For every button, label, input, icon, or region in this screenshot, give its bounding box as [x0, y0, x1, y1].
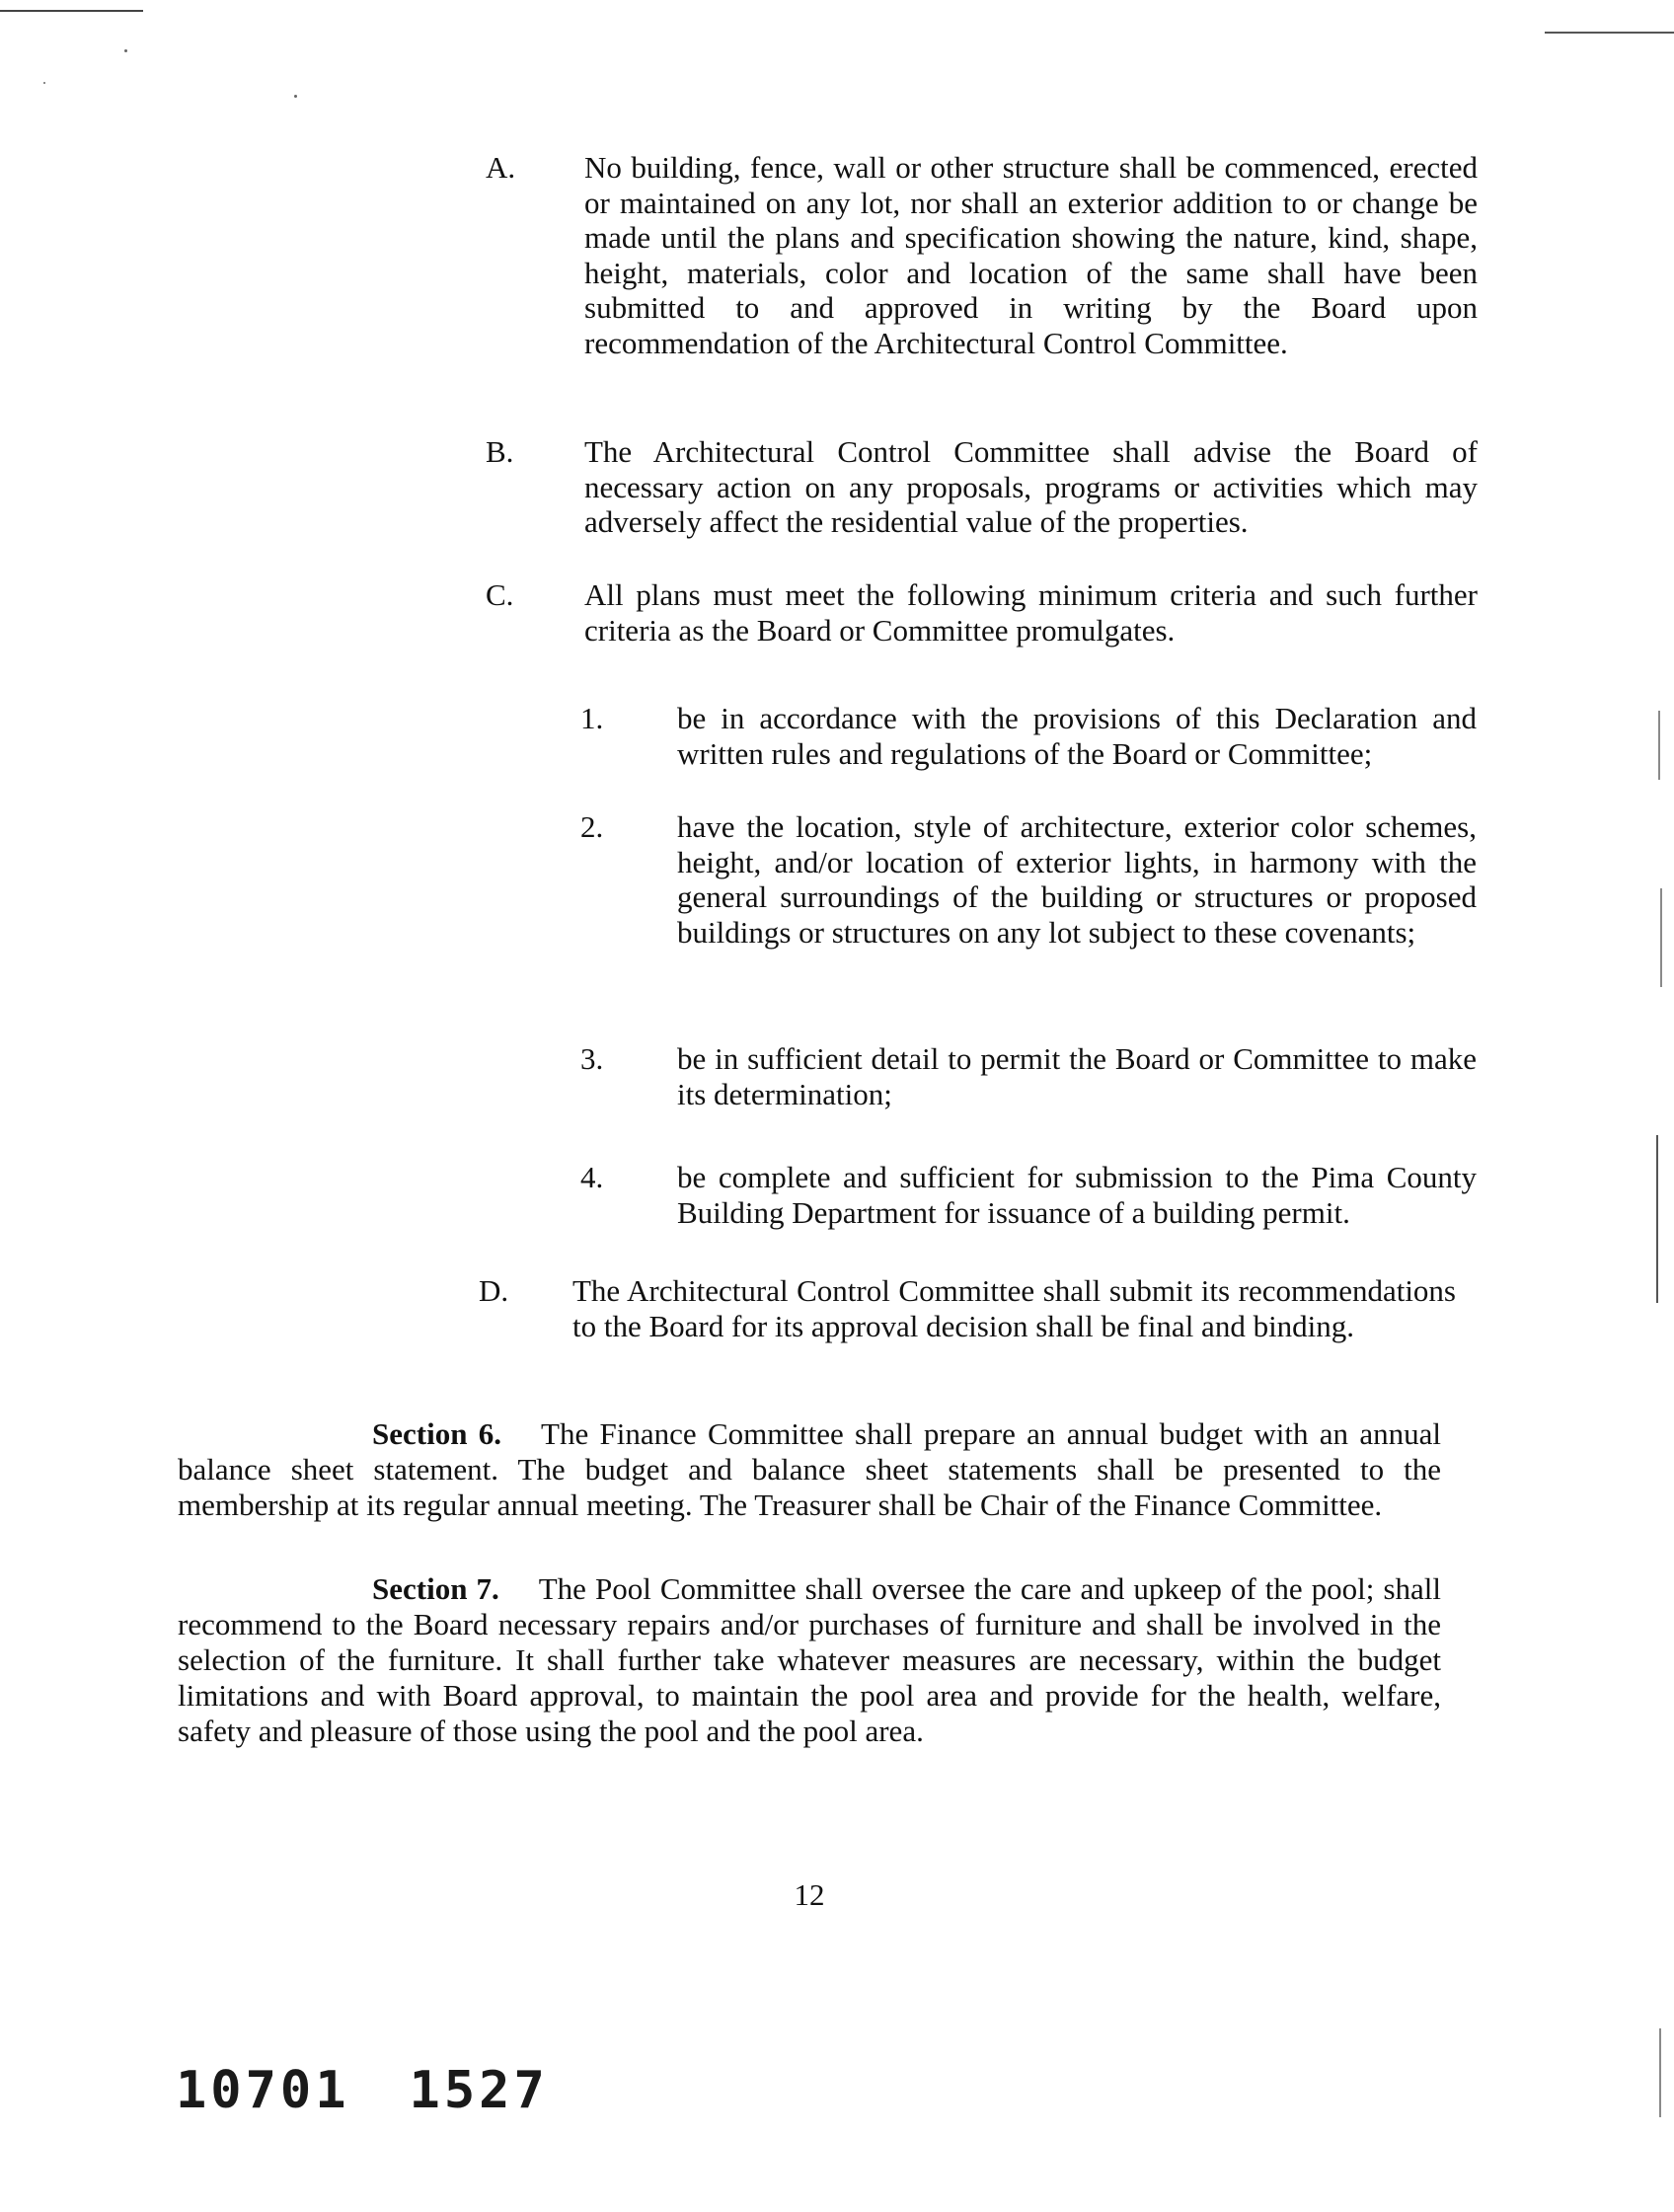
section-text: The Pool Committee shall oversee the care and upkeep of the pool; shall recommend to the Board necessary repairs and/or purchases of furniture and shall be involved in the selection of the furniture. It shall further take whatever measures are necessary, within the budget limitations and with Board approval, to maintain the pool area and provide for the health, welfare, safety and pleasure of those using the pool and the pool area.: [178, 1571, 1441, 1748]
criteria-text: be complete and sufficient for submission to the Pima County Building Department for issuance of a building permit.: [677, 1160, 1477, 1230]
scan-edge-line-top-left: [0, 10, 143, 12]
item-marker: C.: [486, 577, 514, 612]
criteria-marker: 1.: [580, 701, 604, 735]
item-text: All plans must meet the following minimum criteria and such further criteria as the Board or Committee promulgates.: [584, 577, 1478, 648]
page-number: 12: [794, 1877, 825, 1912]
scan-edge-mark: [1659, 2028, 1661, 2117]
item-marker: D.: [479, 1273, 509, 1308]
criteria-text: be in accordance with the provisions of this Declaration and written rules and regulations of the Board or Committee;: [677, 701, 1477, 771]
item-text: The Architectural Control Committee shall advise the Board of necessary action on any proposals, programs or activities which may adversely affect the residential value of the properties.: [584, 434, 1478, 539]
criteria-marker: 2.: [580, 809, 604, 844]
scan-speck: [43, 82, 45, 84]
scan-speck: [294, 95, 297, 98]
section-heading: Section 6.: [372, 1416, 502, 1451]
scan-edge-mark: [1660, 888, 1662, 987]
scan-edge-mark: [1656, 1135, 1658, 1303]
criteria-marker: 3.: [580, 1041, 604, 1076]
section-heading: Section 7.: [372, 1571, 499, 1606]
recording-stamp: [176, 2061, 549, 2120]
recording-page-number: 1527: [409, 2061, 549, 2120]
section-text: The Finance Committee shall prepare an annual budget with an annual balance sheet statement. The budget and balance sheet statements shall be presented to the membership at its regular annual meeting. The Treasurer shall be Chair of the Finance Committee.: [178, 1416, 1442, 1522]
item-text: No building, fence, wall or other structure shall be commenced, erected or maintained on any lot, nor shall an exterior addition to or change be made until the plans and specification showing the nature, kind, shape, height, materials, color and location of the same shall have been submitted to and approved in writing by the Board upon recommendation of the Architectural Control Committee.: [584, 150, 1478, 360]
scan-edge-mark: [1658, 711, 1660, 780]
item-marker: B.: [486, 434, 514, 469]
item-text: The Architectural Control Committee shall submit its recommendations to the Board for its approval decision shall be final and binding.: [572, 1273, 1456, 1343]
scan-speck: [124, 49, 127, 52]
docket-number: 10701: [176, 2061, 350, 2120]
section-6: [178, 1416, 1441, 1523]
criteria-marker: 4.: [580, 1160, 604, 1194]
criteria-text: be in sufficient detail to permit the Board or Committee to make its determination;: [677, 1041, 1477, 1111]
item-marker: A.: [486, 150, 516, 185]
criteria-text: have the location, style of architecture, exterior color schemes, height, and/or location of exterior lights, in harmony with the general surroundings of the building or structures or proposed buildings or structures on any lot subject to these covenants;: [677, 809, 1477, 950]
scan-edge-line-top-right: [1545, 32, 1674, 34]
section-7: [178, 1571, 1441, 1749]
